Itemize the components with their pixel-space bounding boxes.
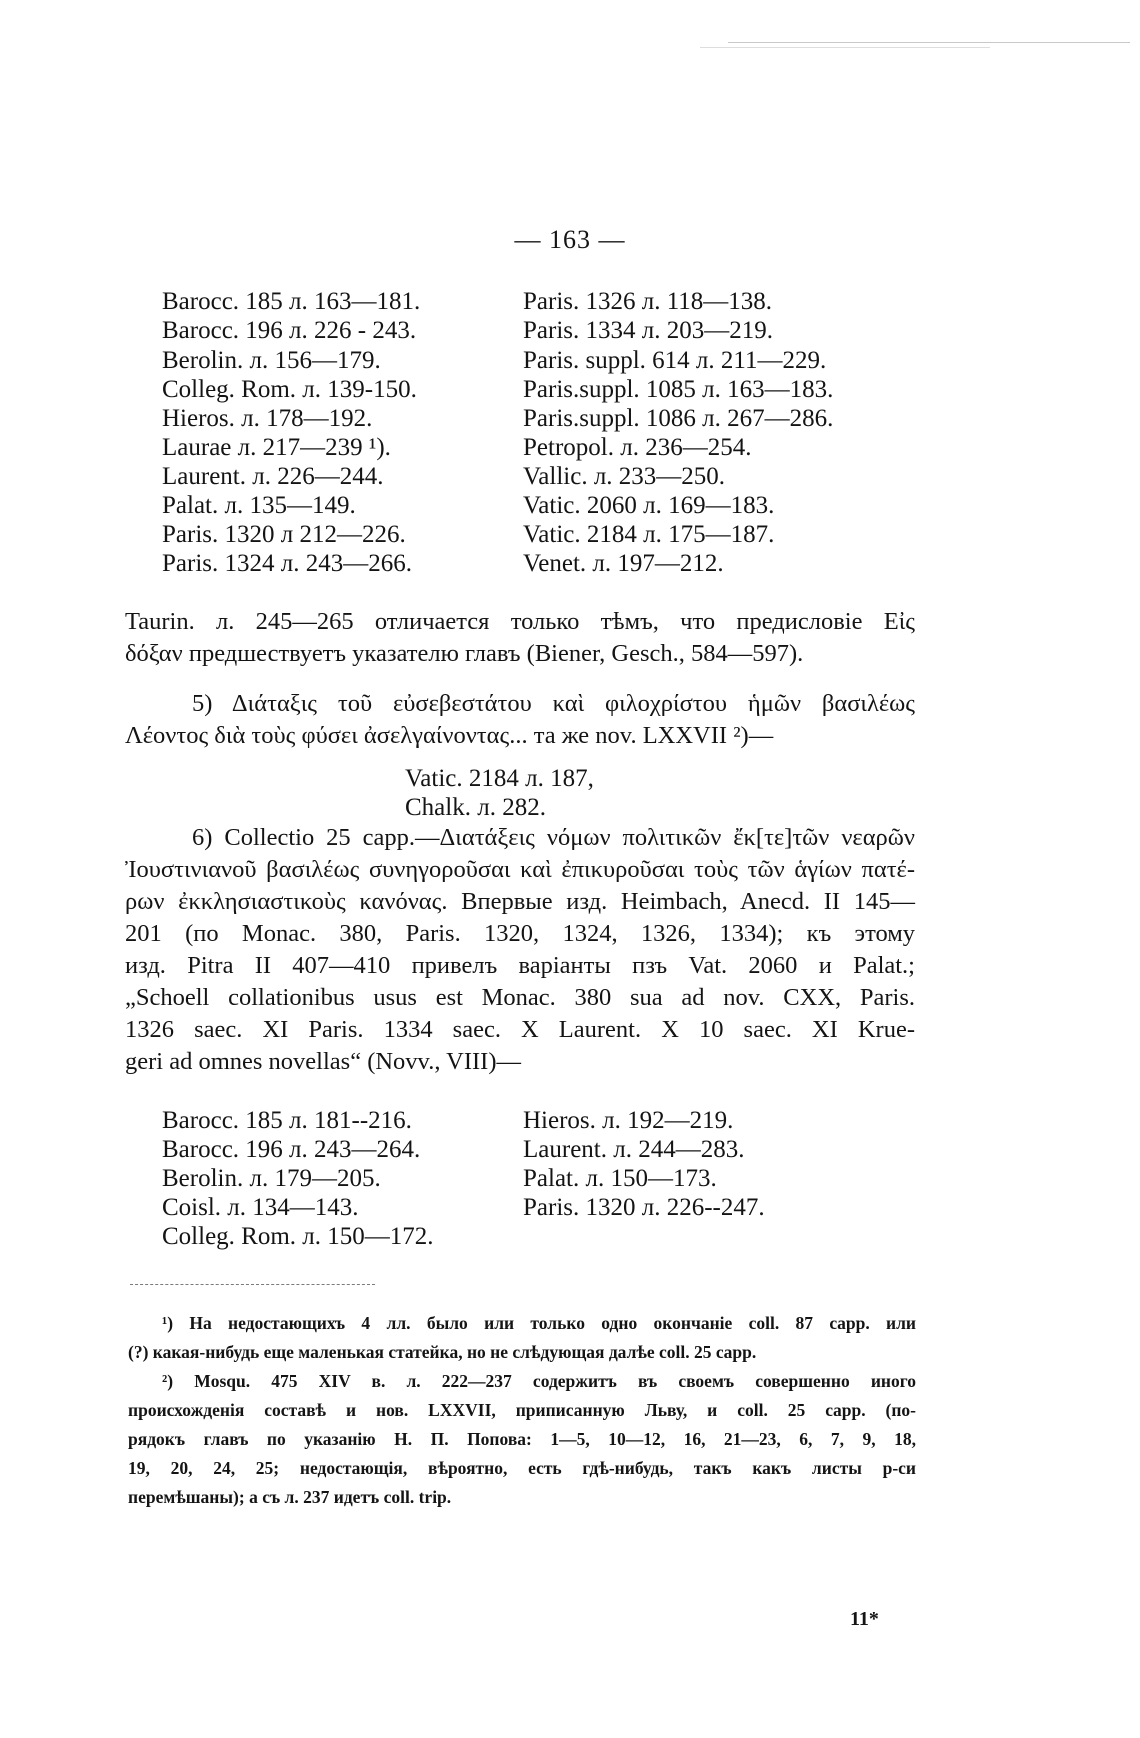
list1-right-item: Paris. 1326 л. 118—138.	[523, 288, 773, 315]
list2-right-item: Paris. 1320 л. 226--247.	[523, 1194, 765, 1221]
page-number: — 163 —	[514, 225, 626, 254]
list1-left-item: Colleg. Rom. л. 139-150.	[162, 376, 417, 403]
paragraph-line: „Schoell collationibus usus est Monac. 380 sua ad nov. CXX, Paris.	[125, 984, 915, 1011]
list1-left-item: Paris. 1320 л 212—226.	[162, 521, 406, 548]
paragraph-line: Taurin. л. 245—265 отличается только тѣмъ, что предисловіе Εἰς	[125, 608, 915, 635]
paragraph-line: изд. Pitra II 407—410 привелъ варіанты пзъ Vat. 2060 и Palat.;	[125, 952, 915, 979]
list2-left-item: Barocc. 185 л. 181--216.	[162, 1107, 412, 1134]
paragraph-line: Λέοντος διὰ τοὺς φύσει ἀσελγαίνοντας... та же nov. LXXVII ²)—	[125, 722, 774, 749]
list1-right-item: Paris.suppl. 1085 л. 163—183.	[523, 376, 834, 403]
list2-left-item: Barocc. 196 л. 243—264.	[162, 1136, 421, 1163]
section-6-paragraph	[125, 822, 915, 1078]
signature-mark: 11*	[850, 1608, 879, 1630]
paragraph-line: ρων ἐκκλησιαστικοὺς κανόνας. Впервые изд. Heimbach, Anecd. II 145—	[125, 888, 915, 915]
list2-right-item: Hieros. л. 192—219.	[523, 1107, 734, 1134]
top-rule-faint	[700, 47, 990, 48]
footnote-separator	[130, 1284, 375, 1285]
list1-right-item: Vatic. 2184 л. 175—187.	[523, 521, 775, 548]
paragraph-line: 5) Διάταξις τοῦ εὐσεβεστάτου καὶ φιλοχρίστου ἡμῶν βασιλέως	[192, 690, 915, 717]
list2-right-item: Palat. л. 150—173.	[523, 1165, 717, 1192]
footnote-line: ²) Mosqu. 475 XIV в. л. 222—237 содержитъ въ своемъ совершенно иного	[162, 1371, 916, 1391]
section-5-ref: Chalk. л. 282.	[405, 794, 546, 821]
paragraph-line: 201 (по Monac. 380, Paris. 1320, 1324, 1326, 1334); къ этому	[125, 920, 915, 947]
list1-left-item: Hieros. л. 178—192.	[162, 405, 373, 432]
list2-left-item: Colleg. Rom. л. 150—172.	[162, 1223, 434, 1250]
paragraph-line: δόξαν предшествуетъ указателю главъ (Biener, Gesch., 584—597).	[125, 640, 804, 667]
list1-left-item: Paris. 1324 л. 243—266.	[162, 550, 412, 577]
footnote-line: рядокъ главъ по указанію Н. П. Попова: 1—5, 10—12, 16, 21—23, 6, 7, 9, 18,	[128, 1429, 916, 1449]
list2-right-item: Laurent. л. 244—283.	[523, 1136, 745, 1163]
footnote-2	[128, 1367, 916, 1512]
list1-right-item: Paris.suppl. 1086 л. 267—286.	[523, 405, 834, 432]
footnote-line: происхожденія составѣ и нов. LXXVII, приписанную Льву, и coll. 25 capp. (по-	[128, 1400, 916, 1420]
list1-left-item: Laurae л. 217—239 ¹).	[162, 434, 391, 461]
list1-right-item: Venet. л. 197—212.	[523, 550, 724, 577]
list1-left-item: Laurent. л. 226—244.	[162, 463, 384, 490]
paragraph-line: 6) Collectio 25 capp.—Διατάξεις νόμων πολιτικῶν ἔκ[τε]τῶν νεαρῶν	[192, 824, 915, 851]
list1-right-item: Paris. suppl. 614 л. 211—229.	[523, 347, 827, 374]
list2-left-item: Coisl. л. 134—143.	[162, 1194, 359, 1221]
list1-left-item: Palat. л. 135—149.	[162, 492, 356, 519]
footnote-line: (?) какая-нибудь еще маленькая статейка, но не слѣдующая далѣе coll. 25 capp.	[128, 1342, 757, 1362]
footnote-1	[128, 1309, 916, 1367]
list1-right-item: Petropol. л. 236—254.	[523, 434, 752, 461]
list1-right-item: Paris. 1334 л. 203—219.	[523, 317, 773, 344]
section-5-ref: Vatic. 2184 л. 187,	[405, 765, 594, 792]
section-5-paragraph	[125, 688, 915, 752]
taurin-paragraph	[125, 606, 915, 670]
list2-left-item: Berolin. л. 179—205.	[162, 1165, 381, 1192]
footnote-line: 19, 20, 24, 25; недостающія, вѣроятно, есть гдѣ-нибудь, такъ какъ листы р-си	[128, 1458, 916, 1478]
footnote-line: перемѣшаны); а съ л. 237 идетъ coll. trip.	[128, 1487, 452, 1507]
top-rule	[728, 42, 1130, 43]
footnote-line: ¹) На недостающихъ 4 лл. было или только одно окончаніе coll. 87 capp. или	[162, 1313, 916, 1333]
paragraph-line: Ἰουστινιανοῦ βασιλέως συνηγοροῦσαι καὶ ἐπικυροῦσαι τοὺς τῶν ἁγίων πατέ-	[125, 856, 915, 883]
list1-right-item: Vatic. 2060 л. 169—183.	[523, 492, 775, 519]
paragraph-line: 1326 saec. XI Paris. 1334 saec. X Laurent. X 10 saec. XI Krue-	[125, 1016, 915, 1043]
list1-left-item: Barocc. 185 л. 163—181.	[162, 288, 421, 315]
list1-left-item: Berolin. л. 156—179.	[162, 347, 381, 374]
list1-right-item: Vallic. л. 233—250.	[523, 463, 726, 490]
paragraph-line: geri ad omnes novellas“ (Novv., VIII)—	[125, 1048, 521, 1075]
list1-left-item: Barocc. 196 л. 226 - 243.	[162, 317, 417, 344]
